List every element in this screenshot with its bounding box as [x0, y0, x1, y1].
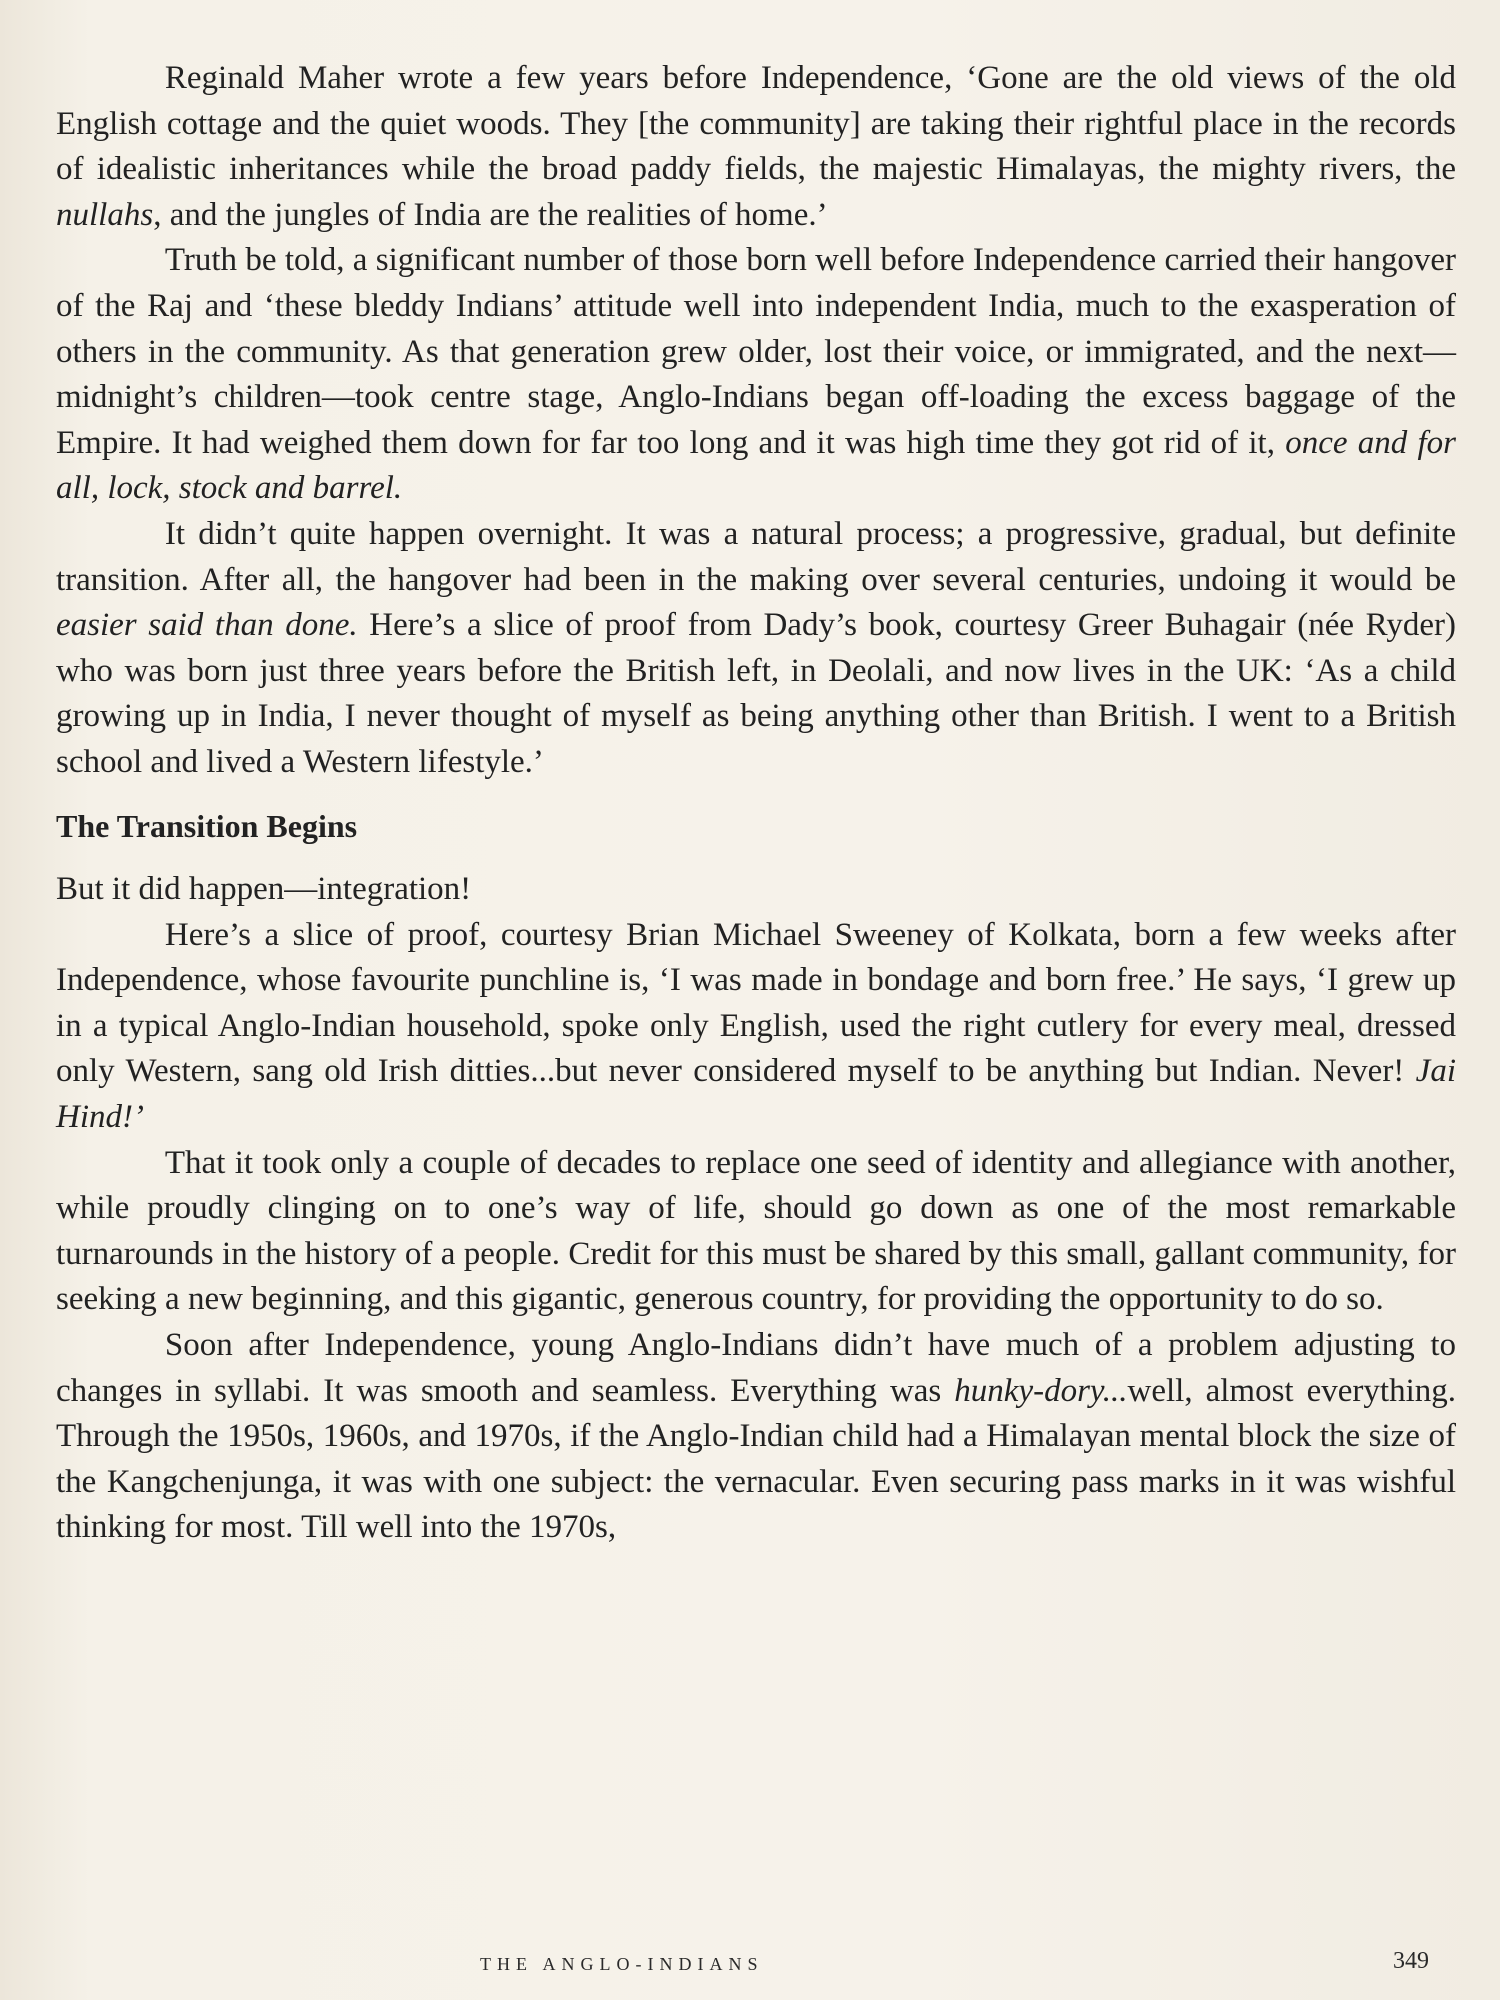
- text-run: Here’s a slice of proof, courtesy Brian Michael Sweeney of Kolkata, born a few weeks after Independence, whose favourite punchline is, ‘I was made in bondage and born free.’ He says, ‘I grew up in a typical Anglo-Indian household, spoke only English, used the right cutlery for every meal, dressed only Western, sang old Irish ditties...but never considered myself to be anything but Indian. Never!: [56, 916, 1456, 1090]
- body-text: [56, 56, 1456, 1551]
- paragraph-integration: But it did happen—integration!: [56, 871, 472, 908]
- italic-text: hunky-dory...: [954, 1372, 1128, 1409]
- section-heading: The Transition Begins: [56, 807, 358, 844]
- text-run: Soon after Independence, young Anglo-Indians didn’t have much of a problem adjusting to changes in syllabi. It was smooth and seamless. Everything was: [56, 1327, 1456, 1409]
- page-footer: [0, 1948, 1500, 1982]
- paragraph-sweeney: [56, 913, 1456, 1141]
- text-run: Reginald Maher wrote a few years before Independence, ‘Gone are the old views of the old English cottage and the quiet woods. They [the community] are taking their rightful place in the records of idealistic inheritances while the broad paddy fields, the majestic Himalayas, the mighty rivers, the: [56, 60, 1456, 188]
- page-number: 349: [1393, 1948, 1429, 1974]
- paragraph-turnaround: That it took only a couple of decades to replace one seed of identity and allegiance with another, while proudly clinging on to one’s way of life, should go down as one of the most remarkable turnarounds in the history of a people. Credit for this must be shared by this small, gallant community, for seeking a new beginning, and this gigantic, generous country, for providing the opportunity to do so.: [56, 1144, 1456, 1318]
- text-run: , and the jungles of India are the realities of home.’: [153, 196, 828, 233]
- italic-text: once and for all, lock, stock and barrel.: [56, 424, 1456, 507]
- paragraph-transition: [56, 512, 1456, 786]
- italic-text: Jai Hind!’: [56, 1053, 1456, 1136]
- italic-text: easier said than done.: [56, 607, 358, 644]
- italic-text: nullahs: [56, 196, 154, 233]
- paragraph-vernacular: [56, 1323, 1456, 1551]
- text-run: Here’s a slice of proof from Dady’s book, courtesy Greer Buhagair (née Ryder) who was born just three years before the British left, in Deolali, and now lives in the UK: ‘As a child growing up in India, I never thought of myself as being anything other than British. I went to a British school and lived a Western lifestyle.’: [56, 607, 1456, 780]
- text-run: Truth be told, a significant number of those born well before Independence carried their hangover of the Raj and ‘these bleddy Indians’ attitude well into independent India, much to the exasperation of others in the community. As that generation grew older, lost their voice, or immigrated, and the next—midnight’s children—took centre stage, Anglo-Indians began off-loading the excess baggage of the Empire. It had weighed them down for far too long and it was high time they got rid of it,: [56, 242, 1456, 461]
- paragraph-maher-quote: [56, 56, 1456, 238]
- text-run: It didn’t quite happen overnight. It was a natural process; a progressive, gradual, but definite transition. After all, the hangover had been in the making over several centuries, undoing it would be: [56, 515, 1456, 598]
- text-run: well, almost everything. Through the 1950s, 1960s, and 1970s, if the Anglo-Indian child had a Himalayan mental block the size of the Kangchenjunga, it was with one subject: the vernacular. Even securing pass marks in it was wishful thinking for most. Till well into the 1970s,: [56, 1372, 1456, 1546]
- paragraph-raj-hangover: [56, 238, 1456, 512]
- running-title: THE ANGLO-INDIANS: [480, 1954, 764, 1974]
